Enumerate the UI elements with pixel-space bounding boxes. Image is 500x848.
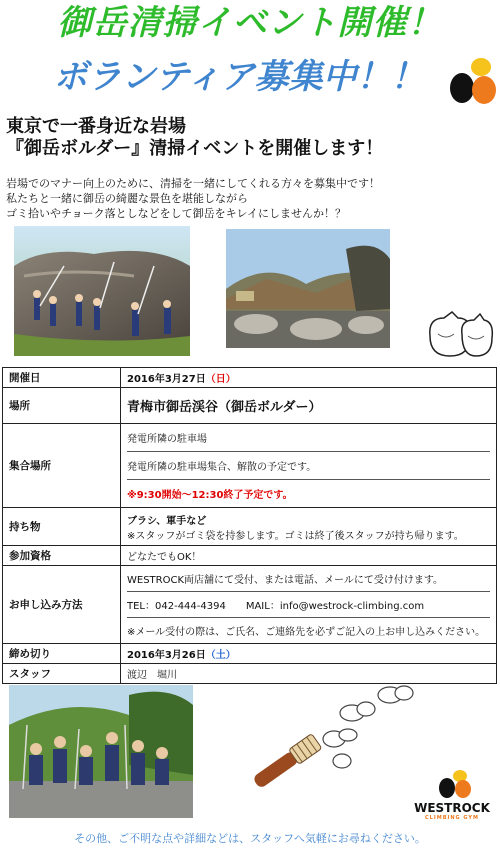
headline: 東京で一番身近な岩場 『御岳ボルダー』清掃イベントを開催します！ bbox=[6, 116, 384, 159]
staff-label: スタッフ bbox=[3, 664, 121, 684]
application-label: お申し込み方法 bbox=[3, 566, 121, 644]
application-line: WESTROCK両店舗にて受付、または電話、メールにて受け付けます。 bbox=[127, 566, 490, 592]
date-label: 開催日 bbox=[3, 368, 121, 388]
meeting-time-note: ※9:30開始～12:30終了予定です。 bbox=[127, 490, 293, 501]
westrock-logo-icon bbox=[448, 54, 498, 106]
place-label: 場所 bbox=[3, 388, 121, 424]
group-photo bbox=[9, 685, 193, 818]
date-value: 2016年3月27日 bbox=[127, 374, 206, 385]
deadline-label: 締め切り bbox=[3, 644, 121, 664]
date-weekday: （日） bbox=[205, 374, 236, 385]
place-value: 青梅市御岳渓谷（御岳ボルダー） bbox=[121, 388, 497, 424]
garbage-bag-icon bbox=[422, 304, 494, 360]
meeting-place-line: 発電所隣の駐車場 bbox=[127, 424, 490, 452]
qualification-value: どなたでもOK！ bbox=[121, 546, 497, 566]
items-note: ※スタッフがゴミ袋を持参します。ゴミは終了後スタッフが持ち帰ります。 bbox=[127, 530, 464, 542]
table-row bbox=[3, 644, 497, 664]
deadline-value: 2016年3月26日 bbox=[127, 650, 206, 661]
application-note: ※メール受付の際は、ご氏名、ご連絡先を必ずご記入の上お申し込みください。 bbox=[127, 627, 486, 638]
items-label: 持ち物 bbox=[3, 508, 121, 546]
application-contact: TEL：042-444-4394 MAIL：info@westrock-climbing.com bbox=[127, 592, 490, 618]
boulder-cleaning-photo bbox=[14, 226, 190, 356]
table-row bbox=[3, 368, 497, 388]
brush-icon bbox=[242, 683, 432, 793]
event-info-table bbox=[2, 367, 497, 684]
westrock-mark-icon bbox=[410, 768, 494, 798]
meeting-place-note: 発電所隣の駐車場集合、解散の予定です。 bbox=[127, 452, 490, 480]
westrock-logo bbox=[410, 768, 494, 820]
westrock-sub: CLIMBING GYM bbox=[425, 815, 479, 821]
deadline-weekday: （土） bbox=[205, 650, 236, 661]
westrock-brand: WESTROCK bbox=[414, 801, 490, 815]
qualification-label: 参加資格 bbox=[3, 546, 121, 566]
table-row bbox=[3, 664, 497, 684]
table-row bbox=[3, 424, 497, 508]
table-row bbox=[3, 566, 497, 644]
event-title: 御岳清掃イベント開催！ bbox=[57, 3, 443, 43]
table-row bbox=[3, 388, 497, 424]
intro-text: 岩場でのマナー向上のために、清掃を一緒にしてくれる方々を募集中です！ 私たちと一緒に御岳の綺麗な景色を堪能しながら ゴミ拾いやチョーク落としなどをして御岳をキレイにしませんか！？ bbox=[6, 177, 380, 220]
table-row bbox=[3, 508, 497, 546]
footer-note: その他、ご不明な点や詳細などは、スタッフへ気軽にお尋ねください。 bbox=[74, 832, 426, 845]
items-line: ブラシ、軍手など bbox=[127, 515, 207, 527]
meeting-place-label: 集合場所 bbox=[3, 424, 121, 508]
volunteer-title: ボランティア募集中！！ bbox=[53, 57, 425, 97]
river-valley-photo bbox=[226, 229, 390, 348]
staff-value: 渡辺 堀川 bbox=[121, 664, 497, 684]
table-row bbox=[3, 546, 497, 566]
